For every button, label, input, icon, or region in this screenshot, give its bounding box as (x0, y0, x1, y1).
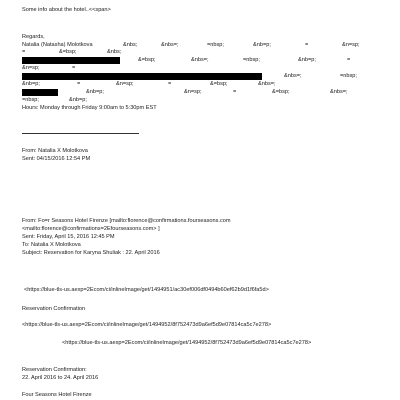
entity-token: &nb=p; (69, 97, 87, 103)
forward-2-mailto (22, 226, 388, 233)
intro-line (22, 7, 388, 14)
entity-token: &nb=p; (253, 42, 271, 48)
entity-token: &nb=p; (298, 57, 316, 63)
entity-token: = (347, 57, 351, 63)
forward-2-sent (22, 234, 388, 241)
signature-row-2 (22, 49, 388, 56)
signature-row-7 (22, 89, 388, 96)
image-link-2-line (22, 322, 388, 329)
forward-2-subject (22, 250, 388, 257)
stay-dates: 22. April 2016 to 24. April 2016 (22, 375, 99, 381)
signature-row-4 (22, 65, 388, 72)
forward-2-from (22, 218, 388, 225)
entity-token: &n=sp; (116, 81, 134, 87)
hours-line (22, 105, 388, 112)
image-link-3-line (22, 340, 388, 347)
to-field: To: Natalia X Molotkova (22, 242, 81, 248)
signature-row-8 (22, 97, 388, 104)
entity-token: &=bsp; (272, 89, 290, 95)
subject-field: Subject: Reservation for Karyna Shuliak : 22. April 2016 (22, 250, 160, 256)
office-hours: Hours: Monday through Friday 9:00am to 5:30pm EST (22, 105, 157, 111)
signature-row-1 (22, 42, 388, 49)
entity-token: &nbs=; (161, 42, 179, 48)
redaction-bar (22, 73, 262, 80)
mailto-link[interactable]: <mailto:florence@confirmations=2Efourseasons.com> ] (22, 226, 160, 232)
separator-line (22, 133, 139, 134)
entity-token: =nbsp; (22, 97, 39, 103)
entity-token: = (22, 49, 26, 55)
reservation-label-line (22, 367, 388, 374)
signature-row-3 (22, 57, 388, 64)
redaction-bar (22, 57, 120, 64)
entity-token: =nbsp; (207, 42, 224, 48)
entity-token: &n=sp; (22, 65, 40, 71)
signature-row-5 (22, 73, 388, 80)
entity-token: &nbs; (107, 49, 122, 55)
reservation-label: Reservation Confirmation: (22, 367, 87, 373)
entity-token: &=bsp; (59, 49, 77, 55)
entity-token: &nbs=; (191, 57, 209, 63)
entity-token: = (305, 42, 309, 48)
from-field: From: Fo=r Seasons Hotel Firenze [mailto:florence@confirmations.fourseasons.com (22, 218, 231, 224)
entity-token: &nb=p; (22, 81, 40, 87)
entity-token: &n=sp; (342, 42, 360, 48)
entity-token: =nbsp; (243, 57, 260, 63)
forward-2-to (22, 242, 388, 249)
entity-token: = (168, 81, 172, 87)
entity-token: =nbsp; (340, 73, 357, 79)
from-field: From: Natalia X Molotkova (22, 148, 88, 154)
regards-line (22, 34, 388, 41)
entity-token: &n=sp; (184, 89, 202, 95)
signature-row-6 (22, 81, 388, 88)
entity-token: = (77, 81, 81, 87)
sender-name: Natalia (Natasha) Molotkova (22, 42, 93, 48)
sent-field: Sent: Friday, April 15, 2016 12:45 PM (22, 234, 115, 240)
entity-token: &nbs=; (284, 73, 302, 79)
dates-line (22, 375, 388, 382)
image-link-1-line (22, 287, 388, 294)
entity-token: &=bsp; (210, 81, 228, 87)
intro-text: Some info about the hotel..<<span> (22, 7, 111, 13)
reservation-heading: Reservation Confirmation (22, 306, 86, 312)
forward-1-sent (22, 156, 388, 163)
entity-token: &=bsp; (138, 57, 156, 63)
entity-token: &nbs; (123, 42, 138, 48)
entity-token: &nbs=; (330, 89, 348, 95)
inline-image-link[interactable]: <https://blue-tls-us.aexp=2Ecom/ci/inlineImage/get/1494952/8f752473d9a6ef5d9e07814ca5c7e278> (22, 322, 272, 328)
hotel-line (22, 392, 388, 399)
forward-1-from (22, 148, 388, 155)
entity-token: = (233, 89, 237, 95)
inline-image-link[interactable]: <https://blue-tls-us.aexp=2Ecom/ci/inlineImage/get/1494951/ac30ef006df0494b60ef62b9d1f6fa5d> (24, 287, 269, 293)
redaction-bar (22, 89, 58, 96)
sent-field: Sent: 04/15/2016 12:54 PM (22, 156, 91, 162)
regards-text: Regards, (22, 34, 45, 40)
entity-token: &nbs=; (258, 81, 276, 87)
entity-token: &nb=p; (86, 89, 104, 95)
inline-image-link[interactable]: <https://blue-tls-us.aexp=2Ecom/ci/inlineImage/get/1494952/8f752473d9a6ef5d9e07814ca5c7e278> (62, 340, 312, 346)
entity-token: = (72, 65, 76, 71)
hotel-name: Four Seasons Hotel Firenze (22, 392, 92, 398)
reservation-heading-line (22, 306, 388, 313)
